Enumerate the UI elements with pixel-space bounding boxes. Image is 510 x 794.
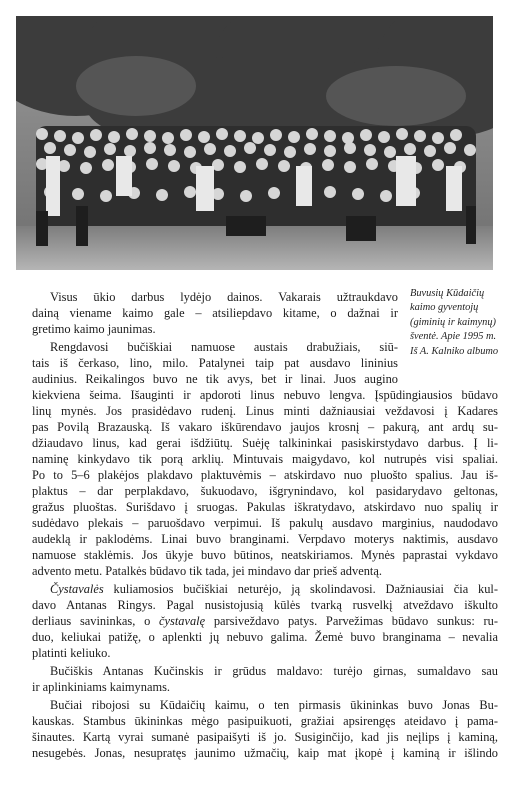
text-line: platinti keliuko. (32, 646, 111, 660)
text-line: advento metu. Patalkės būdavo tik tada, jei mindavo dar prieš adventą. (32, 564, 382, 578)
text-line (32, 613, 498, 629)
text-line: kauskas. Stambus ūkininkas mėgo pasipuikuoti, gražiai apsirengęs ateidavo į pama- (32, 714, 498, 728)
text-line: sudėdavo plekais – paruošdavo verpimui. Iš pakulų ausdavo marginius, naudodavo (32, 516, 498, 530)
text-span: parsiveždavo patys. Parvežimas būdavo sunkus: ru- (213, 614, 498, 628)
text-line: gretimo kaimo jaunimas. (32, 322, 156, 336)
text-line: Visus ūkio darbus lydėjo dainos. Vakarais užtraukdavo (50, 290, 398, 304)
text-line: nesugebės. Jonas, nesupratęs jaunimo užmačių, kaip mat įkopė į kaminą ir išlindo (32, 746, 498, 760)
text-line: Rengdavosi bučiškiai namuose austais drabužiais, siū- (50, 340, 398, 354)
text-line: plaktus – dar perplakdavo, šukuodavo, išgrynindavo, kol pasidarydavo geltonas, (32, 484, 498, 498)
caption-line: Iš A. Kalniko albumo (410, 345, 499, 357)
text-line: audinius. Reikalingos buvo ne tik avys, bet ir linai. Juos augino (32, 372, 398, 386)
text-line: duo, keliukai patižę, o aplenkti jų nebuvo galima. Žemė buvo branginama – nevalia (32, 630, 498, 644)
text-line: namuose staklėmis. Jos ūkyje buvo būtinos, neatskiriamos. Mynės paprastai vykdavo (32, 548, 498, 562)
text-line: šinautes. Kartą vyrai sumanė pasipaišyti iš jo. Susiginčijo, kad jis neįlips į kaminą, (32, 730, 498, 744)
text-span: kuliamosios bučiškiai neturėjo, ją skolindavosi. Dažniausiai čia kul- (113, 582, 498, 596)
text-span: derliaus savininkas, o (32, 614, 151, 628)
caption-line: (giminių ir kaimynų) (410, 316, 496, 328)
text-line: gražus pluoštas. Surišdavo į sruogas. Pakulas iškratydavo, atskirdavo nuo spalių ir (32, 500, 498, 514)
italic-word: Čystavalės (50, 582, 104, 596)
caption-line: kaimo gyventojų (410, 302, 479, 314)
text-line: Bučiškis Antanas Kučinskis ir grūdus maldavo: turėjo girnas, sumaldavo sau (50, 664, 498, 678)
text-line: džiaudavo linus, kad gerai išdžiūtų. Suėję talkininkai pasiskirstydavo darbus. Į li- (32, 436, 498, 450)
caption-line: Buvusių Kūdaičių (410, 288, 485, 299)
text-line: dainą viename kaimo gale – atsiliepdavo kitame, o dažnai ir (32, 306, 398, 320)
caption-line: šventė. Apie 1995 m. (410, 331, 497, 343)
text-line: kiekviena šeima. Išauginti ir apdoroti linus nebuvo lengva. Įspūdingiausios būdavo (32, 388, 498, 402)
text-line: tais iš čerkaso, lino, milo. Patalynei taip pat ausdavo lininius (32, 356, 398, 370)
text-line: ir aplinkiniams kaimynams. (32, 680, 170, 694)
text-line: naminę kinkydavo tik porą arklių. Mintuvais maigydavo, kol nutrupės visi spaliai. (32, 452, 498, 466)
italic-word: čystavalę (159, 614, 206, 628)
text-line: linų mynės. Jos prasidėdavo rudenį. Linus minti dažniausiai veždavosi į Kadares (32, 404, 498, 418)
text-line: Bučiai ribojosi su Kūdaičių kaimu, o ten pirmasis ūkininkas buvo Jonas Bu- (50, 698, 498, 712)
text-line: Po to 5–6 plakėjos plakdavo plaktuvėmis – atskirdavo nuo pluošto spalius. Jau iš- (32, 468, 498, 482)
text-line (32, 581, 498, 597)
text-line: davo Antanas Ringys. Pagal nusistojusią kūlės tvarką rusvelkį atveždavo iškulto (32, 598, 498, 612)
text-line: pas Povilą Brazauską. Iš vakaro iškūrendavo jaujos krosnį – pakurą, ant ardų su- (32, 420, 498, 434)
text-line: audeklą ir paklodėms. Linai buvo branginami. Verpdavo moterys naktimis, ausdavo (32, 532, 498, 546)
